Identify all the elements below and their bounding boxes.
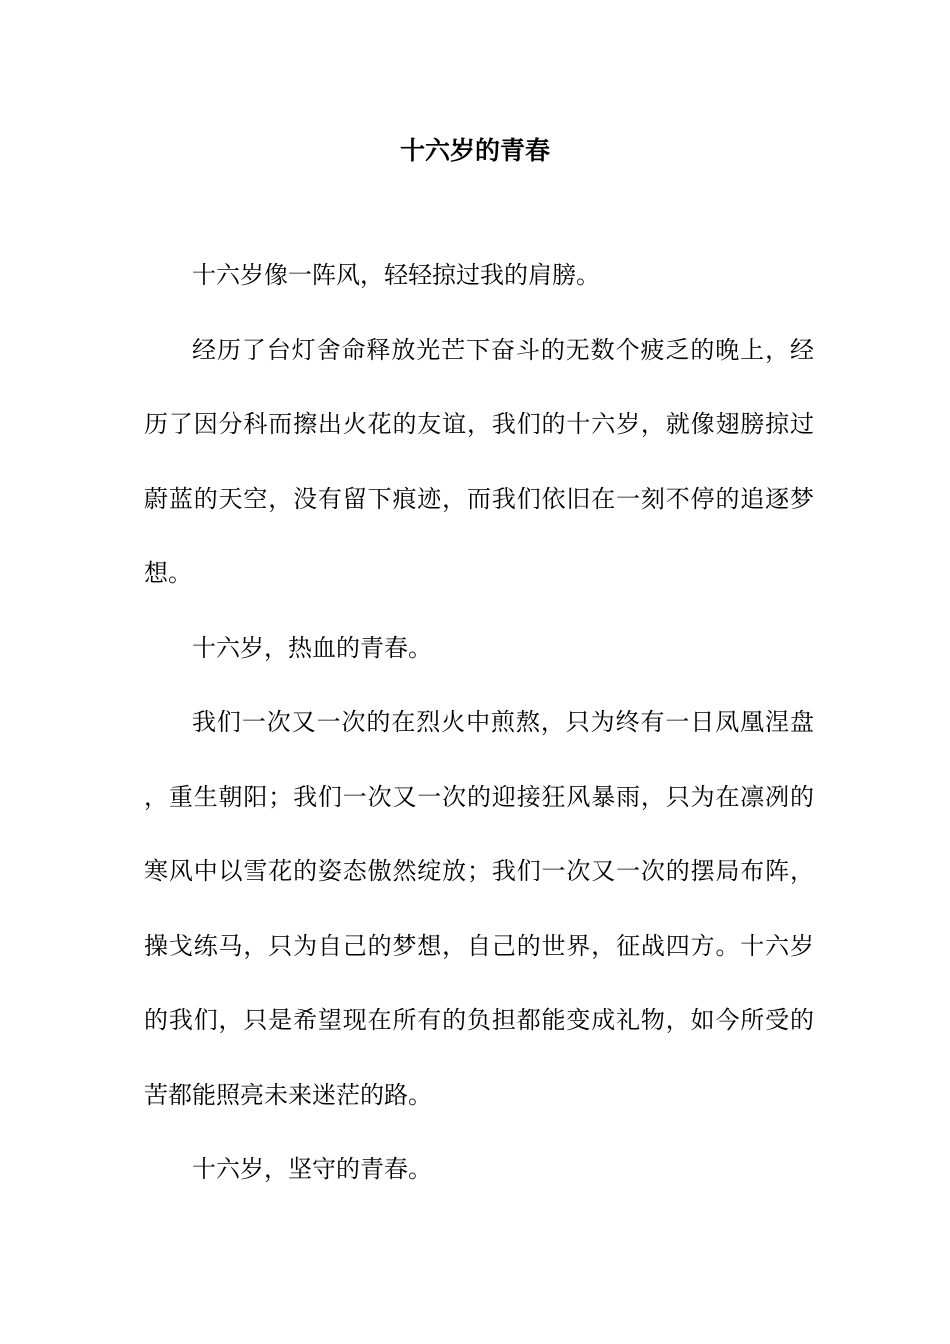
paragraph: 我们一次又一次的在烈火中煎熬，只为终有一日凤凰涅盘，重生朝阳；我们一次又一次的迎接狂风暴雨，只为在凛冽的寒风中以雪花的姿态傲然绽放；我们一次又一次的摆局布阵，操戈练马，只为自己的梦想，自己的世界，征战四方。十六岁的我们，只是希望现在所有的负担都能变成礼物，如今所受的苦都能照亮未来迷茫的路。 [144,708,814,1109]
paragraph: 十六岁像一阵风，轻轻掠过我的肩膀。 [192,261,600,289]
paragraph: 十六岁，坚守的青春。 [192,1155,432,1183]
paragraph: 十六岁，热血的青春。 [192,633,432,662]
paragraph: 经历了台灯舍命释放光芒下奋斗的无数个疲乏的晚上，经历了因分科而擦出火花的友谊，我们的十六岁，就像翅膀掠过蔚蓝的天空，没有留下痕迹，而我们依旧在一刻不停的追逐梦想。 [144,335,814,587]
document-title: 十六岁的青春 [399,136,550,165]
document-body [144,238,814,1207]
